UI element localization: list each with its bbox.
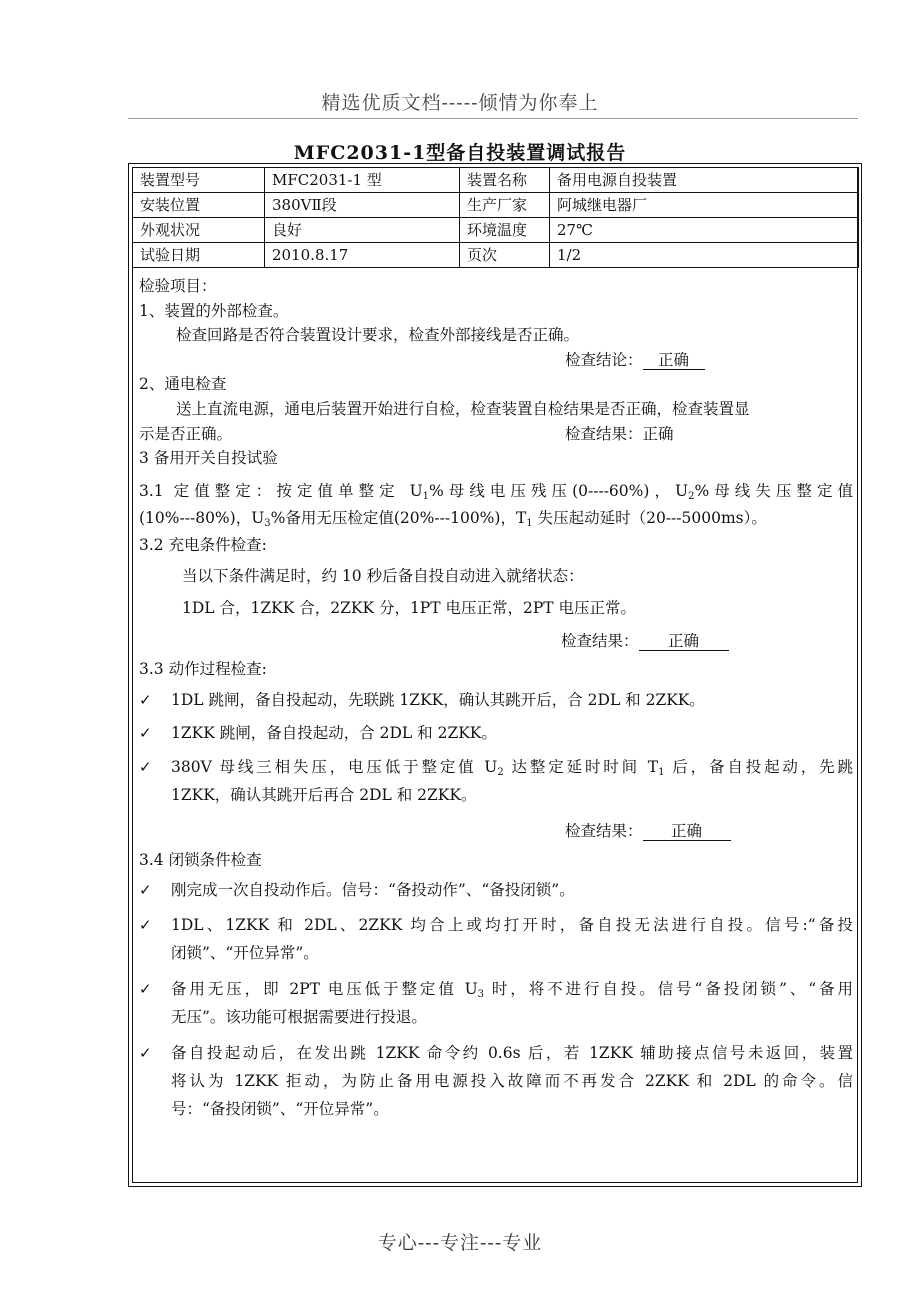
check-icon: ✓ (139, 758, 152, 777)
label-device-name: 装置名称 (460, 168, 550, 193)
list-item-text: 刚完成一次自投动作后。信号：“备投动作”、“备投闭锁”。 (171, 881, 575, 900)
table-row (133, 218, 859, 243)
page-footer: 专心---专注---专业 (377, 1232, 543, 1254)
section-3-1-line2 (139, 506, 853, 531)
section-3-2-title: 3.2 充电条件检查: (139, 535, 267, 554)
inspection-heading: 检验项目： (139, 277, 217, 295)
s31-sub-2: 2 (688, 490, 695, 502)
section-2-body-line2-text: 示是否正确。 (139, 424, 233, 443)
list-item-text-line2: 闭锁”、“开位异常”。 (171, 943, 319, 962)
item-text-b: 达整定延时时间 T (503, 758, 659, 777)
section-2-body-line2 (139, 422, 853, 447)
device-info-table (132, 167, 859, 268)
table-row (133, 243, 859, 268)
s31-text-e: %备用无压检定值(20%---100%)，T (270, 509, 527, 528)
label-page: 页次 (460, 243, 550, 268)
label-test-date: 试验日期 (133, 243, 265, 268)
s31-text-f: 失压起动延时（20---5000ms）。 (532, 509, 767, 528)
list-item (139, 1039, 853, 1123)
list-item-text: 1DL、1ZKK 和 2DL、2ZKK 均合上或均打开时，备自投无法进行自投。信号:“备投 (171, 915, 853, 934)
item-text-b: 时，将不进行自投。信号“备投闭锁”、“备用 (484, 979, 853, 998)
check-icon: ✓ (139, 690, 152, 709)
document-title: MFC2031-1型备自投装置调试报告 (293, 142, 627, 164)
item-sub-1: 2 (497, 767, 504, 779)
section-2-result (565, 422, 674, 447)
result-label: 检查结果： (561, 631, 639, 650)
s31-sub-4: 1 (526, 518, 533, 530)
list-item (139, 688, 853, 713)
value-device-model: MFC2031-1 型 (265, 168, 460, 193)
value-device-name: 备用电源自投装置 (550, 168, 859, 193)
section-3-2-body2: 1DL 合，1ZKK 合，2ZKK 分，1PT 电压正常，2PT 电压正常。 (182, 599, 637, 618)
value-manufacturer: 阿城继电器厂 (550, 193, 859, 218)
page-header: 精选优质文档-----倾情为你奉上 (321, 92, 599, 114)
report-frame (128, 163, 862, 1187)
section-1-body: 检查回路是否符合装置设计要求，检查外部接线是否正确。 (176, 326, 580, 345)
item-text-c: 后，备自投起动，先跳 (664, 758, 853, 777)
list-item-text: 备自投起动后，在发出跳 1ZKK 命令约 0.6s 后，若 1ZKK 辅助接点信号未返回，装置 (171, 1043, 853, 1062)
label-ambient-temp: 环境温度 (460, 218, 550, 243)
result-label: 检查结果： (565, 424, 643, 443)
label-install-location: 安装位置 (133, 193, 265, 218)
section-3-title: 3 备用开关自投试验 (139, 449, 278, 468)
inspection-content (139, 274, 853, 1123)
result-value: 正确 (642, 424, 674, 443)
item-text-a: 380V 母线三相失压，电压低于整定值 U (171, 758, 498, 777)
value-appearance: 良好 (265, 218, 460, 243)
item-sub: 3 (477, 988, 485, 1000)
s31-text-b: %母线电压残压(0----60%)，U (429, 481, 689, 500)
section-1-result (139, 348, 853, 373)
s31-text-c: %母线失压整定值 (694, 481, 853, 500)
result-label: 检查结果： (565, 822, 643, 841)
item-text-a: 备用无压，即 2PT 电压低于整定值 U (171, 979, 478, 998)
section-2-title: 2、通电检查 (139, 375, 227, 394)
list-item (139, 911, 853, 967)
table-row (133, 168, 859, 193)
section-3-3-result (139, 819, 853, 844)
value-test-date: 2010.8.17 (265, 243, 460, 268)
result-value: 正确 (643, 822, 731, 841)
list-item-text (171, 975, 853, 1003)
s31-text-d: (10%---80%)，U (139, 509, 265, 528)
check-icon: ✓ (139, 1043, 152, 1062)
section-3-4-title: 3.4 闭锁条件检查 (139, 850, 262, 869)
list-item-text-line2: 无压”。该功能可根据需要进行投退。 (171, 1007, 427, 1026)
list-item (139, 975, 853, 1031)
list-item-text: 1ZKK 跳闸，备自投起动，合 2DL 和 2ZKK。 (171, 723, 497, 742)
item-sub-2: 1 (658, 767, 665, 779)
list-item-text (171, 753, 853, 781)
section-3-2-body1: 当以下条件满足时，约 10 秒后备自投自动进入就绪状态： (182, 566, 584, 585)
section-3-2-result (139, 629, 853, 654)
check-icon: ✓ (139, 979, 152, 998)
check-icon: ✓ (139, 881, 152, 900)
list-item (139, 721, 853, 746)
check-icon: ✓ (139, 723, 152, 742)
section-2-body-line1: 送上直流电源，通电后装置开始进行自检，检查装置自检结果是否正确，检查装置显 (176, 399, 750, 418)
value-ambient-temp: 27℃ (550, 218, 859, 243)
label-manufacturer: 生产厂家 (460, 193, 550, 218)
section-3-3-title: 3.3 动作过程检查: (139, 660, 267, 679)
list-item-text-line3: 号：“备投闭锁”、“开位异常”。 (171, 1099, 389, 1118)
section-3-1-line1 (139, 479, 853, 504)
section-1-title: 1、装置的外部检查。 (139, 301, 289, 320)
result-label: 检查结论： (565, 350, 643, 369)
list-item-text-line2: 将认为 1ZKK 拒动，为防止备用电源投入故障而不再发合 2ZKK 和 2DL 的命令。信 (171, 1071, 853, 1090)
s31-sub-3: 3 (264, 518, 271, 530)
list-item-text-line2: 1ZKK，确认其跳开后再合 2DL 和 2ZKK。 (171, 786, 477, 805)
result-value: 正确 (643, 351, 705, 370)
label-appearance: 外观状况 (133, 218, 265, 243)
s31-sub-1: 1 (422, 490, 430, 502)
list-item (139, 878, 853, 903)
value-page: 1/2 (550, 243, 859, 268)
list-item-text: 1DL 跳闸，备自投起动，先联跳 1ZKK，确认其跳开后，合 2DL 和 2ZKK。 (171, 690, 705, 709)
table-row (133, 193, 859, 218)
value-install-location: 380VⅡ段 (265, 193, 460, 218)
result-value: 正确 (639, 632, 729, 651)
s31-text-a: 3.1 定值整定：按定值单整定 U (139, 481, 423, 500)
list-item (139, 753, 853, 809)
check-icon: ✓ (139, 915, 152, 934)
label-device-model: 装置型号 (133, 168, 265, 193)
header-divider (128, 118, 858, 119)
